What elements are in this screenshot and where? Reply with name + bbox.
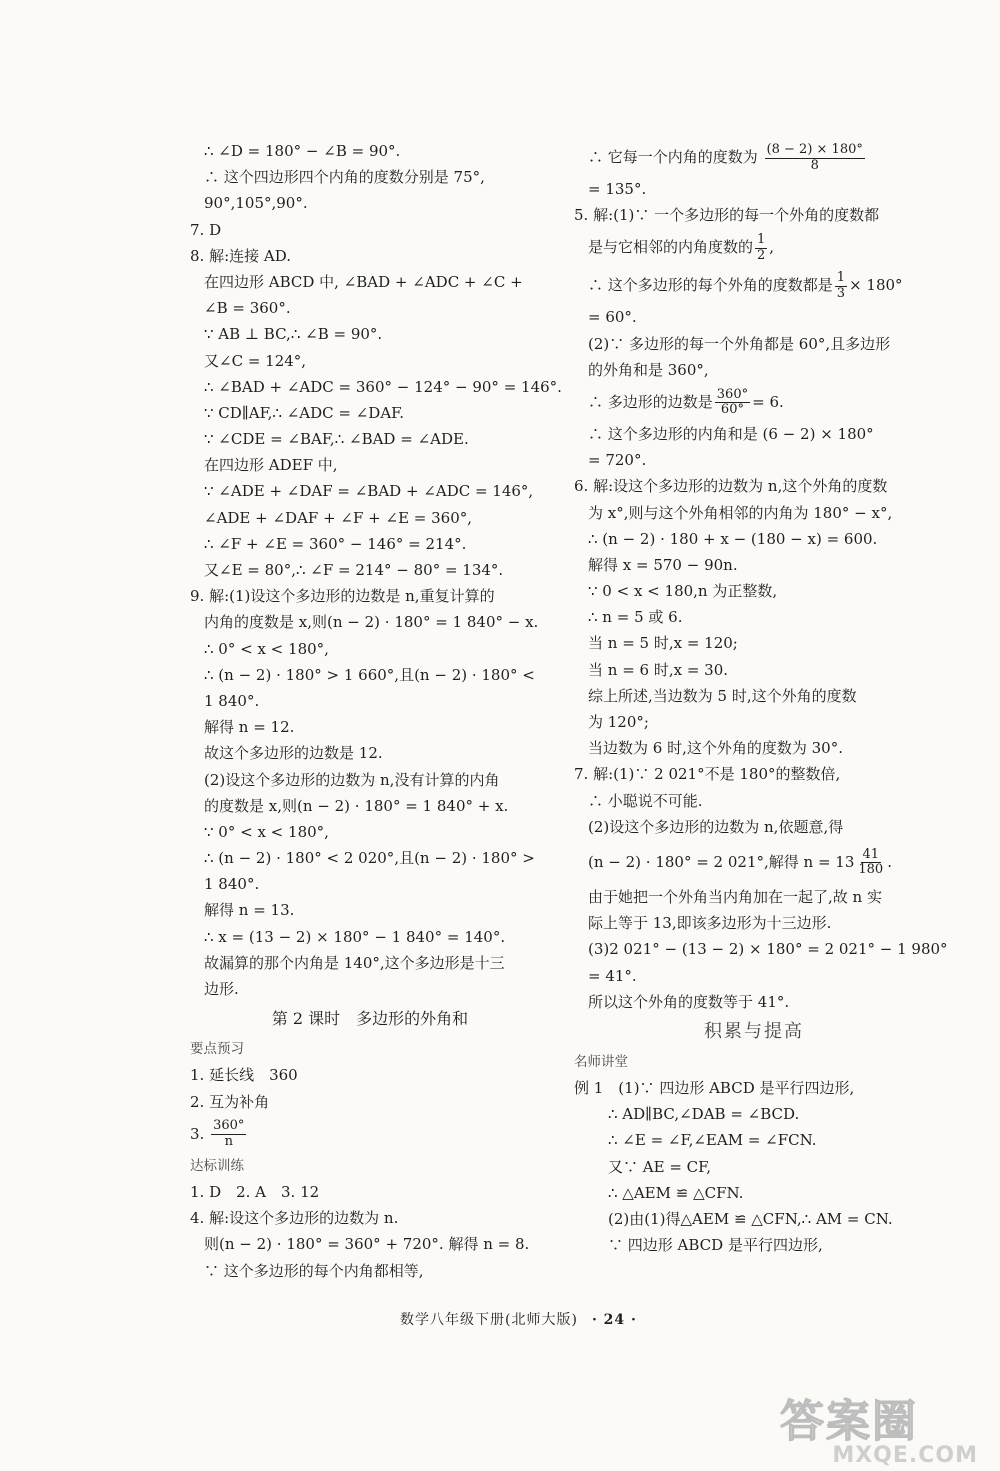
text-line bbox=[190, 1258, 550, 1284]
text-line bbox=[574, 304, 934, 330]
text-line bbox=[190, 897, 550, 923]
line-text: 为 x°,则与这个外角相邻的内角为 180° − x°, bbox=[588, 503, 893, 522]
text-line bbox=[190, 557, 550, 583]
denominator: n bbox=[224, 1134, 233, 1150]
line-text: 则(n − 2) · 180° = 360° + 720°. 解得 n = 8. bbox=[204, 1235, 530, 1254]
line-text: ∴ ∠BAD + ∠ADC = 360° − 124° − 90° = 146°. bbox=[204, 377, 562, 396]
fraction bbox=[211, 1119, 246, 1150]
text-line bbox=[574, 1180, 934, 1206]
line-text: 故这个多边形的边数是 12. bbox=[204, 744, 383, 763]
line-text: 为 120°; bbox=[588, 713, 649, 731]
denominator: 2 bbox=[757, 247, 766, 263]
text-line bbox=[574, 989, 934, 1015]
text-line bbox=[574, 331, 934, 357]
line-text: 3. bbox=[190, 1124, 210, 1143]
line-text: ∠B = 360°. bbox=[204, 299, 291, 318]
text-line bbox=[190, 662, 550, 688]
text-line bbox=[190, 1115, 550, 1153]
line-text: 例 1 (1)∵ 四边形 ABCD 是平行四边形, bbox=[574, 1079, 855, 1098]
line-text: ∴ (n − 2) · 180 + x − (180 − x) = 600. bbox=[588, 529, 878, 548]
line-text: ∵ ∠CDE = ∠BAF,∴ ∠BAD = ∠ADE. bbox=[204, 430, 469, 449]
line-text: 的度数是 x,则(n − 2) · 180° = 1 840° + x. bbox=[204, 796, 509, 815]
text-line bbox=[574, 910, 934, 936]
text-line bbox=[190, 767, 550, 793]
denominator: 3 bbox=[836, 285, 846, 301]
page-number: · 24 · bbox=[591, 1312, 637, 1328]
line-text: ∵ 0° < x < 180°, bbox=[204, 822, 329, 841]
line-text: = 41°. bbox=[588, 966, 637, 985]
left-column bbox=[190, 138, 562, 1284]
numerator: 41 bbox=[862, 846, 880, 862]
text-line bbox=[190, 583, 550, 609]
text-line bbox=[190, 1062, 550, 1088]
text-line bbox=[190, 871, 550, 897]
line-text: ∵ 这个多边形的每个内角都相等, bbox=[204, 1261, 424, 1280]
line-text: = 60°. bbox=[588, 308, 637, 327]
text-line bbox=[574, 963, 934, 989]
text-line bbox=[574, 138, 934, 176]
line-text: ∴ 这个四边形四个内角的度数分别是 75°, bbox=[204, 168, 485, 187]
watermark bbox=[780, 1385, 990, 1468]
watermark-url: MXQE.COM bbox=[832, 1443, 978, 1468]
line-text: ∵ ∠ADE + ∠DAF = ∠BAD + ∠ADC = 146°, bbox=[204, 482, 534, 501]
text-line bbox=[574, 266, 934, 304]
line-text: ∴ 多边形的边数是 bbox=[588, 392, 713, 411]
subsection-heading bbox=[190, 1153, 550, 1179]
watermark-logo: 答案圈 bbox=[780, 1396, 918, 1447]
line-text: 1 840°. bbox=[204, 875, 260, 894]
text-line bbox=[574, 473, 934, 499]
denominator: 180 bbox=[858, 862, 884, 878]
text-line bbox=[190, 138, 550, 164]
text-line bbox=[190, 793, 550, 819]
right-column bbox=[574, 138, 948, 1258]
line-text: ∠ADE + ∠DAF + ∠F + ∠E = 360°, bbox=[204, 508, 473, 527]
line-text: 6. 解:设这个多边形的边数为 n,这个外角的度数 bbox=[574, 477, 888, 496]
page-footer bbox=[400, 1309, 637, 1329]
text-line bbox=[190, 688, 550, 714]
line-text: = 720°. bbox=[588, 451, 647, 470]
line-text: 又∠C = 124°, bbox=[204, 351, 307, 370]
line-text: 内角的度数是 x,则(n − 2) · 180° = 1 840° − x. bbox=[204, 613, 539, 632]
text-line bbox=[574, 228, 934, 266]
text-line bbox=[190, 740, 550, 766]
text-line bbox=[574, 176, 934, 202]
line-text: ∴ n = 5 或 6. bbox=[588, 608, 683, 627]
line-text: (2)设这个多边形的边数为 n,依题意,得 bbox=[588, 817, 844, 836]
line-text: ∴ △AEM ≌ △CFN. bbox=[608, 1183, 744, 1202]
line-text: (2)∵ 多边形的每一个外角都是 60°,且多边形 bbox=[588, 334, 891, 353]
line-text: ∴ (n − 2) · 180° < 2 020°,且(n − 2) · 180° > bbox=[204, 849, 535, 868]
text-line bbox=[574, 1101, 934, 1127]
fraction bbox=[765, 143, 865, 174]
text-line bbox=[574, 383, 934, 421]
fraction bbox=[755, 233, 767, 264]
line-text: 4. 解:设这个多边形的边数为 n. bbox=[190, 1209, 399, 1228]
line-text: 在四边形 ABCD 中, ∠BAD + ∠ADC + ∠C + bbox=[204, 272, 523, 291]
line-text: 第 2 课时 多边形的外角和 bbox=[271, 1009, 469, 1029]
text-line bbox=[574, 788, 934, 814]
line-text: 7. D bbox=[190, 220, 222, 239]
line-text: ∴ 0° < x < 180°, bbox=[204, 639, 329, 658]
line-text: 1. D 2. A 3. 12 bbox=[190, 1182, 320, 1201]
text-line bbox=[190, 452, 550, 478]
line-text: ∵ AB ⊥ BC,∴ ∠B = 90°. bbox=[204, 325, 383, 344]
section-heading bbox=[574, 1015, 934, 1049]
line-text: 综上所述,当边数为 5 时,这个外角的度数 bbox=[588, 686, 857, 705]
line-text: 际上等于 13,即该多边形为十三边形. bbox=[588, 914, 832, 933]
text-line bbox=[574, 735, 934, 761]
line-text: ∴ 这个多边形的每个外角的度数都是 bbox=[588, 276, 833, 295]
line-text: = 135°. bbox=[588, 180, 647, 198]
text-line bbox=[190, 924, 550, 950]
text-line bbox=[190, 976, 550, 1002]
section-title bbox=[190, 1002, 550, 1036]
line-text: 又∵ AE = CF, bbox=[608, 1157, 711, 1176]
line-text: 5. 解:(1)∵ 一个多边形的每一个外角的度数都 bbox=[574, 206, 880, 225]
text-line bbox=[574, 936, 948, 962]
line-text: 解得 n = 13. bbox=[204, 901, 295, 920]
line-text: 故漏算的那个内角是 140°,这个多边形是十三 bbox=[204, 953, 505, 972]
numerator: 1 bbox=[836, 269, 846, 285]
line-text: 所以这个外角的度数等于 41°. bbox=[588, 992, 790, 1011]
text-line bbox=[574, 357, 934, 383]
line-text-after: × 180° bbox=[849, 276, 903, 295]
text-line bbox=[574, 552, 934, 578]
line-text: 又∠E = 80°,∴ ∠F = 214° − 80° = 134°. bbox=[204, 561, 504, 579]
book-title: 数学八年级下册(北师大版) bbox=[400, 1312, 578, 1328]
line-text: 9. 解:(1)设这个多边形的边数是 n,重复计算的 bbox=[190, 587, 495, 606]
text-line bbox=[190, 819, 550, 845]
line-text: ∵ CD∥AF,∴ ∠ADC = ∠DAF. bbox=[204, 403, 405, 422]
text-line bbox=[190, 531, 550, 557]
line-text: ∵ 四边形 ABCD 是平行四边形, bbox=[608, 1236, 823, 1255]
line-text: 8. 解:连接 AD. bbox=[190, 246, 291, 265]
numerator: 360° bbox=[716, 386, 749, 402]
text-line bbox=[574, 578, 934, 604]
text-line bbox=[574, 421, 934, 447]
line-text: 当 n = 6 时,x = 30. bbox=[588, 660, 729, 679]
line-text: (2)设这个多边形的边数为 n,没有计算的内角 bbox=[204, 770, 500, 789]
text-line bbox=[190, 950, 550, 976]
line-text: 名师讲堂 bbox=[574, 1053, 628, 1070]
text-line bbox=[574, 630, 934, 656]
line-text: 解得 n = 12. bbox=[204, 718, 295, 737]
text-line bbox=[574, 761, 934, 787]
text-line bbox=[190, 400, 550, 426]
text-line bbox=[190, 269, 550, 295]
line-text: 1 840°. bbox=[204, 691, 260, 710]
fraction bbox=[835, 271, 847, 302]
line-text: 边形. bbox=[204, 980, 239, 998]
text-line bbox=[190, 714, 550, 740]
text-line bbox=[574, 1075, 934, 1101]
subsection-heading bbox=[574, 1049, 934, 1075]
text-line bbox=[574, 202, 934, 228]
text-line bbox=[574, 500, 934, 526]
line-text-after: . bbox=[887, 852, 892, 871]
text-line bbox=[190, 636, 550, 662]
text-line bbox=[190, 164, 550, 190]
fraction bbox=[715, 388, 750, 419]
denominator: 8 bbox=[810, 157, 819, 173]
line-text: 2. 互为补角 bbox=[190, 1092, 270, 1111]
line-text: ∴ 它每一个内角的度数为 bbox=[588, 148, 763, 166]
text-line bbox=[574, 884, 934, 910]
text-line bbox=[190, 243, 550, 269]
line-text: ∴ ∠F + ∠E = 360° − 146° = 214°. bbox=[204, 534, 467, 553]
line-text: 在四边形 ADEF 中, bbox=[204, 456, 338, 475]
line-text: ∴ 小聪说不可能. bbox=[588, 791, 703, 810]
text-line bbox=[574, 683, 934, 709]
text-line bbox=[574, 526, 934, 552]
text-line bbox=[190, 505, 550, 531]
line-text: 由于她把一个外角当内角加在一起了,故 n 实 bbox=[588, 887, 882, 906]
text-line bbox=[190, 348, 550, 374]
text-line bbox=[190, 217, 550, 243]
text-line bbox=[190, 426, 550, 452]
numerator: 360° bbox=[213, 1118, 245, 1134]
text-line bbox=[190, 1231, 550, 1257]
line-text: ∴ ∠E = ∠F,∠EAM = ∠FCN. bbox=[608, 1131, 817, 1150]
line-text: 7. 解:(1)∵ 2 021°不是 180°的整数倍, bbox=[574, 765, 841, 784]
line-text: ∴ 这个多边形的内角和是 (6 − 2) × 180° bbox=[588, 424, 874, 443]
fraction bbox=[856, 848, 885, 879]
text-line bbox=[574, 1206, 934, 1232]
line-text: (n − 2) · 180° = 2 021°,解得 n = 13 bbox=[588, 852, 855, 871]
text-line bbox=[574, 447, 934, 473]
text-line bbox=[190, 845, 550, 871]
line-text: 达标训练 bbox=[190, 1157, 244, 1174]
line-text: ∴ AD∥BC,∠DAB = ∠BCD. bbox=[608, 1105, 800, 1124]
text-line bbox=[190, 609, 550, 635]
line-text: ∴ x = (13 − 2) × 180° − 1 840° = 140°. bbox=[204, 927, 506, 946]
text-line bbox=[190, 295, 550, 321]
text-line bbox=[190, 1205, 550, 1231]
line-text-after: , bbox=[769, 238, 775, 257]
text-line bbox=[574, 1154, 934, 1180]
line-text: 要点预习 bbox=[190, 1041, 244, 1058]
line-text: 积累与提高 bbox=[704, 1020, 804, 1042]
text-line bbox=[574, 1232, 934, 1258]
line-text: 当边数为 6 时,这个外角的度数为 30°. bbox=[588, 739, 843, 758]
numerator: (8 − 2) × 180° bbox=[766, 141, 863, 157]
text-line bbox=[574, 1127, 934, 1153]
line-text: (2)由(1)得△AEM ≌ △CFN,∴ AM = CN. bbox=[608, 1210, 893, 1228]
text-line bbox=[190, 321, 550, 347]
line-text: 90°,105°,90°. bbox=[204, 194, 308, 213]
line-text: 是与它相邻的内角度数的 bbox=[588, 238, 754, 257]
text-line bbox=[190, 374, 562, 400]
line-text: ∴ (n − 2) · 180° > 1 660°,且(n − 2) · 180° < bbox=[204, 665, 535, 684]
text-line bbox=[574, 657, 934, 683]
text-line bbox=[190, 1179, 550, 1205]
text-line bbox=[190, 190, 550, 216]
line-text: (3)2 021° − (13 − 2) × 180° = 2 021° − 1 980° bbox=[588, 940, 948, 959]
denominator: 60° bbox=[720, 402, 744, 418]
text-line bbox=[574, 709, 934, 735]
line-text: 1. 延长线 360 bbox=[190, 1066, 298, 1085]
line-text: ∵ 0 < x < 180,n 为正整数, bbox=[588, 582, 778, 601]
numerator: 1 bbox=[757, 231, 766, 247]
line-text: 的外角和是 360°, bbox=[588, 360, 709, 379]
text-line bbox=[574, 840, 934, 884]
text-line bbox=[190, 478, 550, 504]
text-line bbox=[574, 814, 934, 840]
subsection-heading bbox=[190, 1036, 550, 1062]
line-text: 解得 x = 570 − 90n. bbox=[588, 555, 738, 574]
text-line bbox=[190, 1089, 550, 1115]
line-text-after: = 6. bbox=[752, 392, 784, 411]
line-text: 当 n = 5 时,x = 120; bbox=[588, 634, 738, 653]
line-text: ∴ ∠D = 180° − ∠B = 90°. bbox=[204, 142, 401, 160]
text-line bbox=[574, 604, 934, 630]
